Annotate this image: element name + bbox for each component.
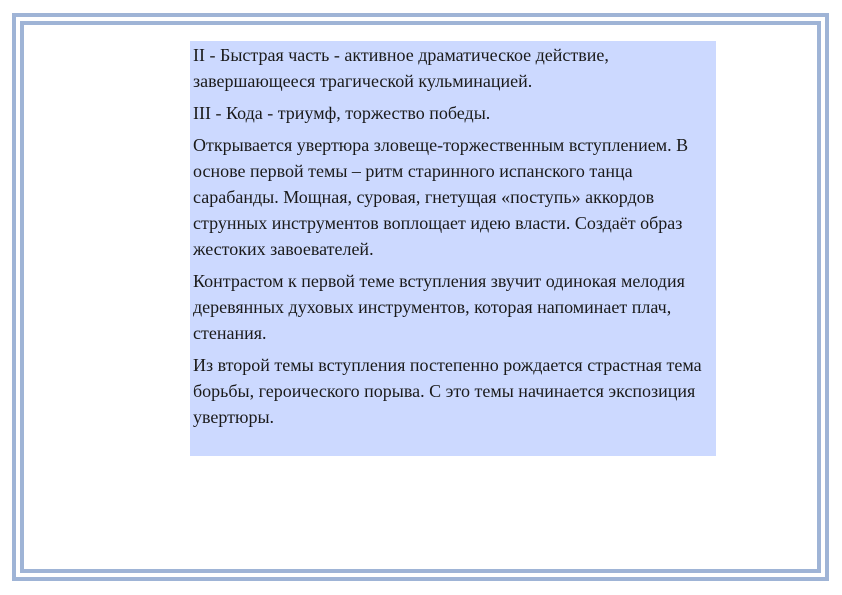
paragraph-fast-part: II - Быстрая часть - активное драматическое действие, завершающееся трагической кульминацией. — [193, 45, 609, 91]
paragraph-contrast-theme: Контрастом к первой теме вступления звучит одинокая мелодия деревянных духовых инструментов, которая напоминает плач, стенания. — [193, 271, 685, 343]
paragraph-introduction: Открывается увертюра зловеще-торжественным вступлением. В основе первой темы – ритм старинного испанского танца сарабанды. Мощная, суровая, гнетущая «поступь» аккордов струнных инструментов воплощает идею власти. Создаёт образ жестоких завоевателей. — [193, 135, 689, 259]
paragraph-coda: III - Кода - триумф, торжество победы. — [193, 103, 491, 123]
text-box — [190, 41, 716, 456]
paragraph-struggle-theme: Из второй темы вступления постепенно рождается страстная тема борьбы, героического порыва. С это темы начинается экспозиция увертюры. — [193, 355, 702, 427]
